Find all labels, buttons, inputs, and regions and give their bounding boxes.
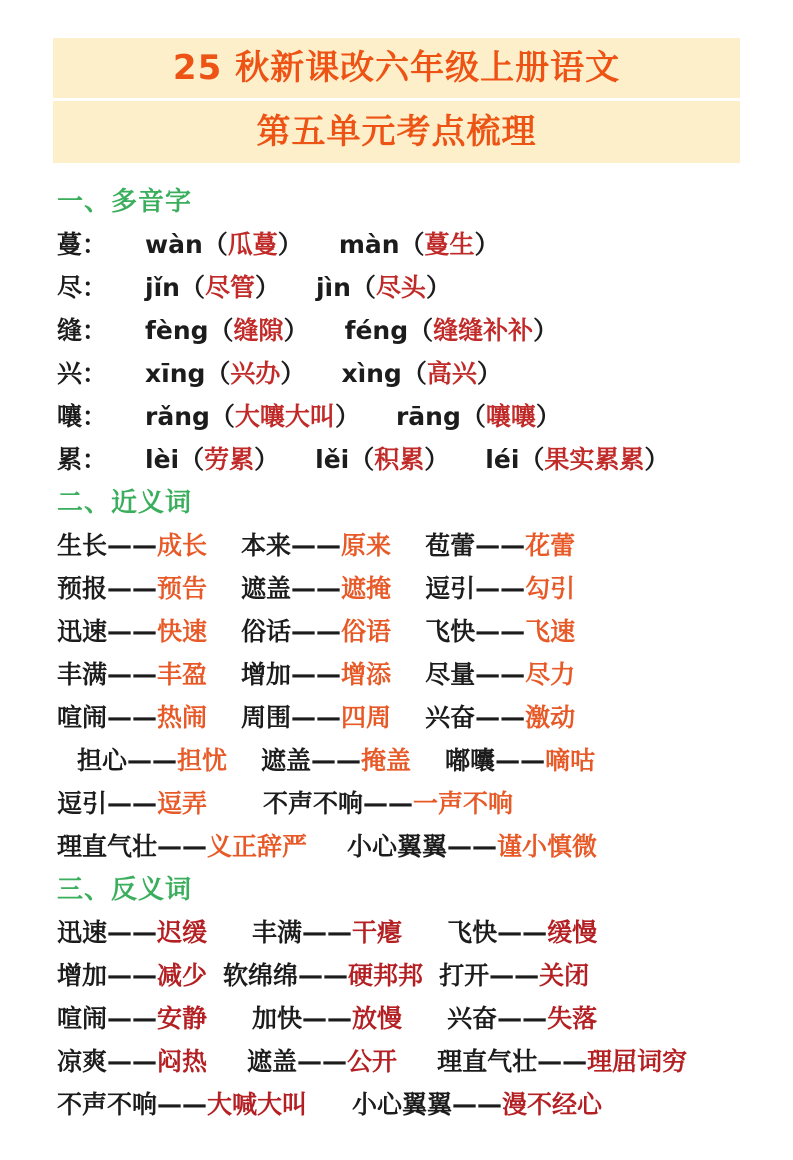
word-pair: 周围—— 四周 xyxy=(241,698,391,734)
synonym-word: 激动 xyxy=(525,702,576,732)
polyphone-reading: lěi（ 积累 ） xyxy=(315,440,449,476)
word-pair: 遮盖—— 公开 xyxy=(247,1042,397,1078)
synonym-word: 原来 xyxy=(341,530,392,560)
polyphone-char: 蔓： xyxy=(57,229,108,259)
polyphone-char: 嚷： xyxy=(57,401,108,431)
antonym-row xyxy=(57,995,753,1038)
antonym-row xyxy=(57,1038,753,1081)
page-title-line2: 第五单元考点梳理 xyxy=(256,112,537,152)
polyphone-word: 瓜蔓 xyxy=(227,229,278,259)
antonym-word: 漫不经心 xyxy=(502,1089,603,1119)
polyphone-word: 尽头 xyxy=(375,272,426,302)
word-pair: 迅速—— 迟缓 xyxy=(57,913,207,949)
polyphone-reading: lèi（ 劳累 ） xyxy=(145,440,279,476)
word-pair: 丰满—— 丰盈 xyxy=(57,655,207,691)
word-pair: 软绵绵—— 硬邦邦 xyxy=(223,956,423,992)
polyphone-word: 嚷嚷 xyxy=(485,401,536,431)
synonym-word: 花蕾 xyxy=(525,530,576,560)
polyphone-reading: màn（ 蔓生 ） xyxy=(339,225,500,261)
polyphone-reading: xīng（ 兴办 ） xyxy=(145,354,305,390)
polyphone-line xyxy=(57,221,753,264)
word-pair: 生长—— 成长 xyxy=(57,526,207,562)
synonym-row xyxy=(57,522,753,565)
synonym-word: 四周 xyxy=(341,702,392,732)
word-pair: 不声不响—— 大喊大叫 xyxy=(57,1085,307,1121)
word-pair: 俗话—— 俗语 xyxy=(241,612,391,648)
polyphone-line xyxy=(57,264,753,307)
antonym-word: 失落 xyxy=(547,1003,598,1033)
word-pair: 不声不响—— 一声不响 xyxy=(263,784,513,820)
word-pair: 遮盖—— 遮掩 xyxy=(241,569,391,605)
title-banner-line1 xyxy=(53,38,740,98)
polyphone-word: 缝隙 xyxy=(233,315,284,345)
word-pair: 丰满—— 干瘪 xyxy=(252,913,402,949)
polyphone-char: 缝： xyxy=(57,315,108,345)
polyphone-word: 尽管 xyxy=(204,272,255,302)
word-pair: 遮盖—— 掩盖 xyxy=(261,741,411,777)
word-pair: 喧闹—— 安静 xyxy=(57,999,207,1035)
antonym-word: 缓慢 xyxy=(547,917,598,947)
antonym-row xyxy=(57,909,753,952)
synonym-word: 担忧 xyxy=(177,745,228,775)
word-pair: 凉爽—— 闷热 xyxy=(57,1042,207,1078)
synonym-row xyxy=(57,651,753,694)
synonym-row xyxy=(57,694,753,737)
polyphone-word: 大嚷大叫 xyxy=(234,401,335,431)
section-heading-synonyms: 二、近义词 xyxy=(57,488,193,518)
word-pair: 嘟囔—— 嘀咕 xyxy=(445,741,595,777)
word-pair: 担心—— 担忧 xyxy=(77,741,227,777)
synonym-word: 增添 xyxy=(341,659,392,689)
synonym-word: 丰盈 xyxy=(157,659,208,689)
synonym-word: 预告 xyxy=(157,573,208,603)
synonym-row xyxy=(57,780,753,823)
worksheet-page xyxy=(0,38,793,1160)
word-pair: 加快—— 放慢 xyxy=(252,999,402,1035)
synonym-word: 遮掩 xyxy=(341,573,392,603)
polyphone-word: 缝缝补补 xyxy=(433,315,534,345)
antonym-word: 放慢 xyxy=(352,1003,403,1033)
section-heading-polyphones: 一、多音字 xyxy=(57,187,193,217)
synonym-row xyxy=(57,565,753,608)
word-pair: 预报—— 预告 xyxy=(57,569,207,605)
word-pair: 增加—— 减少 xyxy=(57,956,207,992)
antonym-word: 干瘪 xyxy=(352,917,403,947)
polyphone-reading: léi（ 果实累累 ） xyxy=(485,440,669,476)
polyphone-reading: jìn（ 尽头 ） xyxy=(316,268,451,304)
antonym-word: 公开 xyxy=(347,1046,398,1076)
polyphone-reading: fèng（ 缝隙 ） xyxy=(145,311,309,347)
polyphone-line xyxy=(57,436,753,479)
synonym-word: 俗语 xyxy=(341,616,392,646)
synonym-word: 尽力 xyxy=(525,659,576,689)
antonym-row xyxy=(57,952,753,995)
title-banner-line2 xyxy=(53,101,740,163)
section-heading-antonyms: 三、反义词 xyxy=(57,875,193,905)
polyphone-line xyxy=(57,393,753,436)
polyphone-word: 蔓生 xyxy=(424,229,475,259)
polyphone-word: 果实累累 xyxy=(544,444,645,474)
polyphone-char: 兴： xyxy=(57,358,108,388)
polyphone-char: 累： xyxy=(57,444,108,474)
word-pair: 兴奋—— 失落 xyxy=(447,999,597,1035)
polyphone-reading: jǐn（ 尽管 ） xyxy=(145,268,280,304)
word-pair: 逗引—— 勾引 xyxy=(425,569,575,605)
polyphone-reading: xìng（ 高兴 ） xyxy=(341,354,501,390)
synonym-word: 热闹 xyxy=(157,702,208,732)
polyphone-line xyxy=(57,307,753,350)
synonym-word: 快速 xyxy=(157,616,208,646)
polyphone-reading: rāng（ 嚷嚷 ） xyxy=(396,397,561,433)
antonym-word: 硬邦邦 xyxy=(348,960,424,990)
antonym-word: 减少 xyxy=(157,960,208,990)
word-pair: 苞蕾—— 花蕾 xyxy=(425,526,575,562)
synonym-word: 成长 xyxy=(157,530,208,560)
word-pair: 飞快—— 缓慢 xyxy=(447,913,597,949)
polyphone-reading: wàn（ 瓜蔓 ） xyxy=(145,225,303,261)
word-pair: 逗引—— 逗弄 xyxy=(57,784,207,820)
word-pair: 小心翼翼—— 谨小慎微 xyxy=(347,827,597,863)
word-pair: 理直气壮—— 理屈词穷 xyxy=(437,1042,687,1078)
synonym-word: 飞速 xyxy=(525,616,576,646)
antonym-row xyxy=(57,1081,753,1124)
word-pair: 理直气壮—— 义正辞严 xyxy=(57,827,307,863)
word-pair: 兴奋—— 激动 xyxy=(425,698,575,734)
word-pair: 迅速—— 快速 xyxy=(57,612,207,648)
synonym-word: 逗弄 xyxy=(157,788,208,818)
worksheet-content xyxy=(0,163,793,1124)
synonym-row xyxy=(57,823,753,866)
polyphone-word: 兴办 xyxy=(230,358,281,388)
synonym-word: 一声不响 xyxy=(413,788,514,818)
antonym-word: 大喊大叫 xyxy=(207,1089,308,1119)
word-pair: 本来—— 原来 xyxy=(241,526,391,562)
antonym-word: 迟缓 xyxy=(157,917,208,947)
polyphone-word: 高兴 xyxy=(426,358,477,388)
polyphone-word: 劳累 xyxy=(204,444,255,474)
antonym-word: 闷热 xyxy=(157,1046,208,1076)
word-pair: 小心翼翼—— 漫不经心 xyxy=(352,1085,602,1121)
word-pair: 打开—— 关闭 xyxy=(439,956,589,992)
synonym-row xyxy=(57,737,753,780)
synonym-word: 掩盖 xyxy=(361,745,412,775)
polyphone-line xyxy=(57,350,753,393)
synonym-word: 嘀咕 xyxy=(545,745,596,775)
polyphone-reading: rǎng（ 大嚷大叫 ） xyxy=(145,397,360,433)
word-pair: 喧闹—— 热闹 xyxy=(57,698,207,734)
polyphone-word: 积累 xyxy=(374,444,425,474)
antonym-word: 安静 xyxy=(157,1003,208,1033)
synonym-word: 勾引 xyxy=(525,573,576,603)
word-pair: 增加—— 增添 xyxy=(241,655,391,691)
synonym-word: 义正辞严 xyxy=(207,831,308,861)
synonym-row xyxy=(57,608,753,651)
page-title-line1: 25 秋新课改六年级上册语文 xyxy=(172,48,621,88)
synonym-word: 谨小慎微 xyxy=(497,831,598,861)
antonym-word: 关闭 xyxy=(539,960,590,990)
polyphone-char: 尽： xyxy=(57,272,108,302)
polyphone-reading: féng（ 缝缝补补 ） xyxy=(345,311,559,347)
word-pair: 飞快—— 飞速 xyxy=(425,612,575,648)
antonym-word: 理屈词穷 xyxy=(587,1046,688,1076)
word-pair: 尽量—— 尽力 xyxy=(425,655,575,691)
